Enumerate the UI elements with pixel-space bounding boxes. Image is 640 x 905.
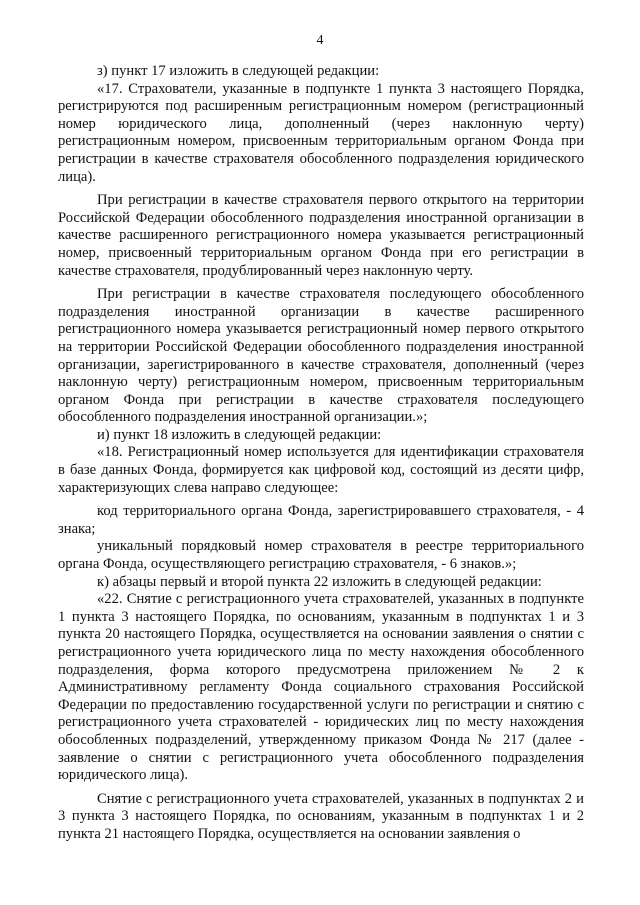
paragraph-code-4-digits: код территориального органа Фонда, зарегистрировавшего страхователя, - 4 знака; xyxy=(58,503,584,537)
paragraph-item-18: «18. Регистрационный номер используется для идентификации страхователя в базе данных Фонда, формируется как цифровой код, состоящий из десяти цифр, характеризующих слева направо следующее: xyxy=(58,444,584,496)
paragraph-deregistration: Снятие с регистрационного учета страхователей, указанных в подпунктах 2 и 3 пункта 3 настоящего Порядка, по основаниям, указанным в подпунктах 1 и 2 пункта 21 настоящего Порядка, осуществляется на основании заявления о xyxy=(58,790,584,842)
paragraph-item-17: «17. Страхователи, указанные в подпункте 1 пункта 3 настоящего Порядка, регистрируются под расширенным регистрационным номером (регистрационный номер юридического лица, дополненный (через наклонную черту) регистрационным номером, присвоенным территориальным органом Фонда при регистрации в качестве страхователя обособленного подразделения юридического лица). xyxy=(58,80,584,185)
paragraph-subsequent-subdivision: При регистрации в качестве страхователя последующего обособленного подразделения иностранной организации в качестве расширенного регистрационного номера указывается регистрационный номер первого открытого на территории Российской Федерации обособленного подразделения иностранной организации, зарегистрированного в качестве страхователя, дополненный (через наклонную черту) регистрационным номером, присвоенным территориальным органом Фонда при регистрации в качестве страхователя последующего обособленного подразделения иностранной организации.»; xyxy=(58,286,584,426)
paragraph-first-subdivision: При регистрации в качестве страхователя первого открытого на территории Российской Федерации обособленного подразделения иностранной организации в качестве расширенного регистрационного номера указывается регистрационный номер, присвоенный территориальным органом Фонда при его регистрации в качестве страхователя, продублированный через наклонную черту. xyxy=(58,192,584,279)
paragraph-item-22: «22. Снятие с регистрационного учета страхователей, указанных в подпункте 1 пункта 3 настоящего Порядка, по основаниям, указанным в подпунктах 1 и 3 пункта 20 настоящего Порядка, осуществляется на основании заявления о снятии с регистрационного учета юридического лица по месту нахождения обособленного подразделения, форма которого предусмотрена приложением № 2 к Административному регламенту Фонда социального страхования Российской Федерации по предоставлению государственной услуги по регистрации и снятию с регистрационного учета страхователей - юридических лиц по месту нахождения обособленных подразделений, утвержденному приказом Фонда № 217 (далее - заявление о снятии с регистрационного учета обособленного подразделения юридического лица). xyxy=(58,591,584,784)
page-number: 4 xyxy=(316,33,324,48)
paragraph-clause-i: и) пункт 18 изложить в следующей редакции: xyxy=(97,426,382,443)
paragraph-code-6-digits: уникальный порядковый номер страхователя в реестре территориального органа Фонда, осуществляющего регистрацию страхователя, - 6 знаков.»; xyxy=(58,538,584,573)
paragraph-clause-z: з) пункт 17 изложить в следующей редакции: xyxy=(97,63,380,79)
paragraph-clause-k: к) абзацы первый и второй пункта 22 изложить в следующей редакции: xyxy=(97,573,542,590)
document-body xyxy=(58,63,584,844)
